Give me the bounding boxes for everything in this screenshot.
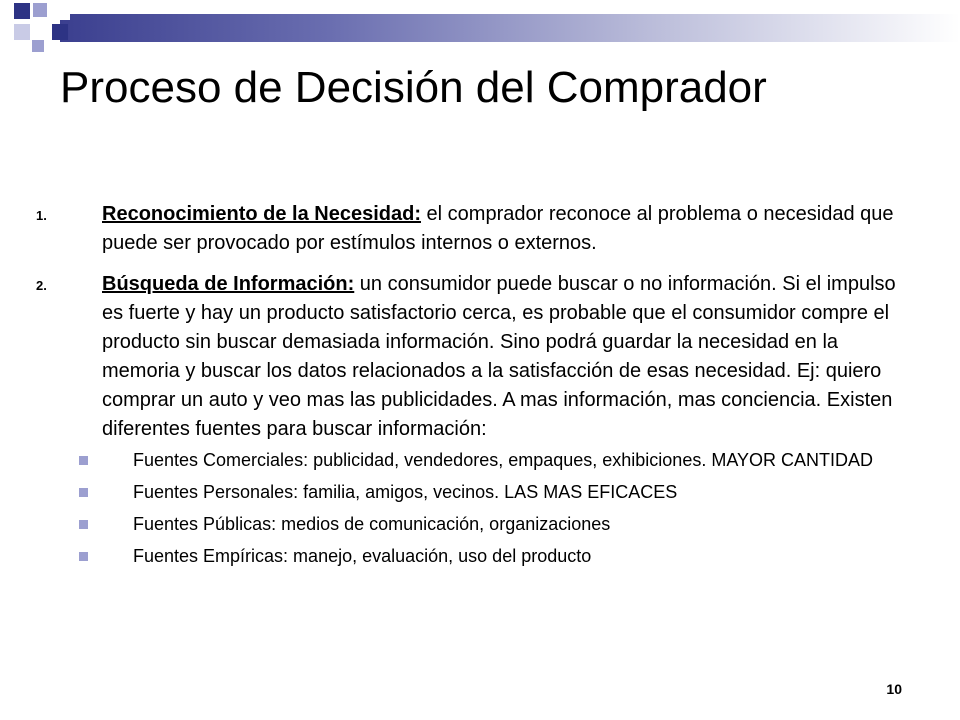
- square-bullet-icon: [79, 552, 88, 561]
- page-number: 10: [886, 681, 902, 697]
- square-bullet-icon: [79, 520, 88, 529]
- page-title: Proceso de Decisión del Comprador: [60, 63, 767, 112]
- item-description: el comprador reconoce al problema o necesidad que puede ser provocado por estímulos internos o externos.: [102, 203, 894, 254]
- sub-item-text: Fuentes Empíricas: manejo, evaluación, uso del producto: [133, 546, 592, 566]
- sub-list-item: [133, 512, 893, 537]
- sub-list-item: [133, 544, 893, 569]
- slide-body: [0, 200, 960, 576]
- sub-list-item: [133, 448, 893, 473]
- deco-square: [14, 3, 30, 19]
- deco-square: [52, 24, 68, 40]
- header-gradient-bar: [60, 14, 960, 42]
- item-term: Reconocimiento de la Necesidad:: [102, 203, 421, 225]
- sub-list-item: [133, 480, 893, 505]
- item-number: 1.: [36, 208, 47, 223]
- item-number: 2.: [36, 278, 47, 293]
- deco-square: [32, 40, 44, 52]
- deco-square: [50, 0, 70, 20]
- sub-item-text: Fuentes Personales: familia, amigos, vecinos. LAS MAS EFICACES: [133, 482, 678, 502]
- sub-item-text: Fuentes Comerciales: publicidad, vendedores, empaques, exhibiciones. MAYOR CANTIDAD: [133, 450, 874, 470]
- item-description: un consumidor puede buscar o no información. Si el impulso es fuerte y hay un producto satisfactorio cerca, es probable que el consumidor compre el producto sin buscar demasiada información. Sino podrá guardar la necesidad en la memoria y buscar los datos relacionados a la satisfacción de esas necesidad. Ej: quiero comprar un auto y veo mas las publicidades. A mas información, mas conciencia. Existen diferentes fuentes para buscar información:: [102, 273, 896, 440]
- item-text: [102, 200, 912, 258]
- square-bullet-icon: [79, 456, 88, 465]
- sub-item-text: Fuentes Públicas: medios de comunicación, organizaciones: [133, 514, 611, 534]
- deco-square: [33, 3, 47, 17]
- list-item: [0, 200, 960, 258]
- item-term: Búsqueda de Información:: [102, 273, 355, 295]
- list-item: [0, 270, 960, 444]
- source-list: [0, 448, 960, 569]
- deco-square: [14, 24, 30, 40]
- item-text: [102, 270, 912, 444]
- square-bullet-icon: [79, 488, 88, 497]
